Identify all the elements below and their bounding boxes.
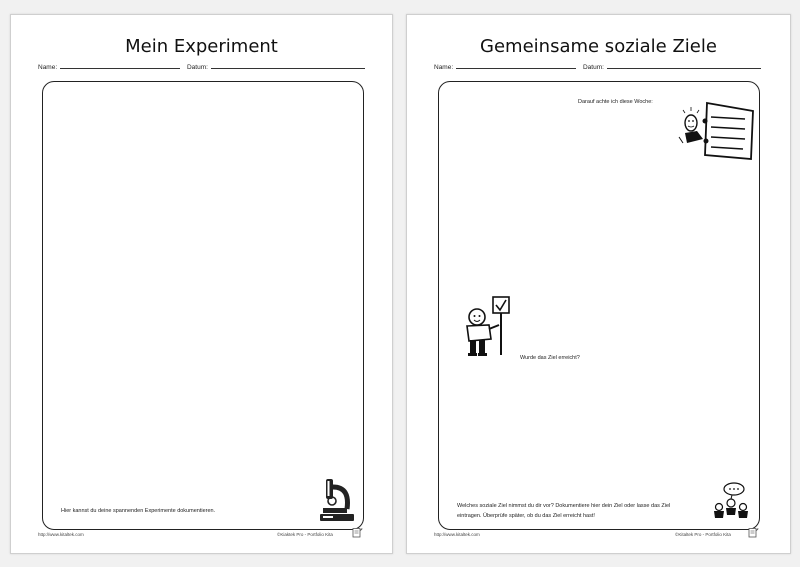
bottom-prompt-line1: Welches soziale Ziel nimmst du dir vor? Dokumentiere hier dein Ziel oder lasse das Ziel: [457, 503, 671, 509]
date-label: Datum:: [186, 64, 208, 71]
group-speech-icon: [710, 481, 752, 521]
content-frame: [42, 81, 364, 530]
document-icon: [748, 527, 759, 538]
name-label: Name:: [434, 64, 454, 71]
page-title: Mein Experiment: [125, 36, 278, 57]
frame-caption: Hier kannst du deine spannenden Experimente dokumentieren.: [61, 508, 216, 514]
document-icon: [352, 527, 363, 538]
microscope-icon: [317, 475, 357, 523]
footer-brand: ©Kitaltek Pro - Portfolio Kita: [675, 532, 731, 537]
checklist-person-icon: [675, 99, 759, 161]
worksheet-mein-experiment: [10, 14, 393, 554]
page-title: Gemeinsame soziale Ziele: [480, 36, 717, 57]
worksheet-soziale-ziele: [406, 14, 791, 554]
name-date-line: [434, 62, 764, 71]
checkmark-sign-person-icon: [461, 295, 517, 359]
name-date-line: [38, 62, 368, 71]
top-prompt: Darauf achte ich diese Woche:: [578, 99, 653, 105]
bottom-prompt-line2: eintragen. Überprüfe später, ob du das Ziel erreicht hast!: [457, 513, 595, 519]
middle-prompt: Wurde das Ziel erreicht?: [520, 355, 580, 361]
name-label: Name:: [38, 64, 58, 71]
footer-url: http://www.kitaltek.com: [434, 532, 480, 537]
footer-url: http://www.kitaltek.com: [38, 532, 84, 537]
footer-brand: ©Kiaktek Pro - Portfolio Kita: [277, 532, 333, 537]
date-label: Datum:: [582, 64, 604, 71]
